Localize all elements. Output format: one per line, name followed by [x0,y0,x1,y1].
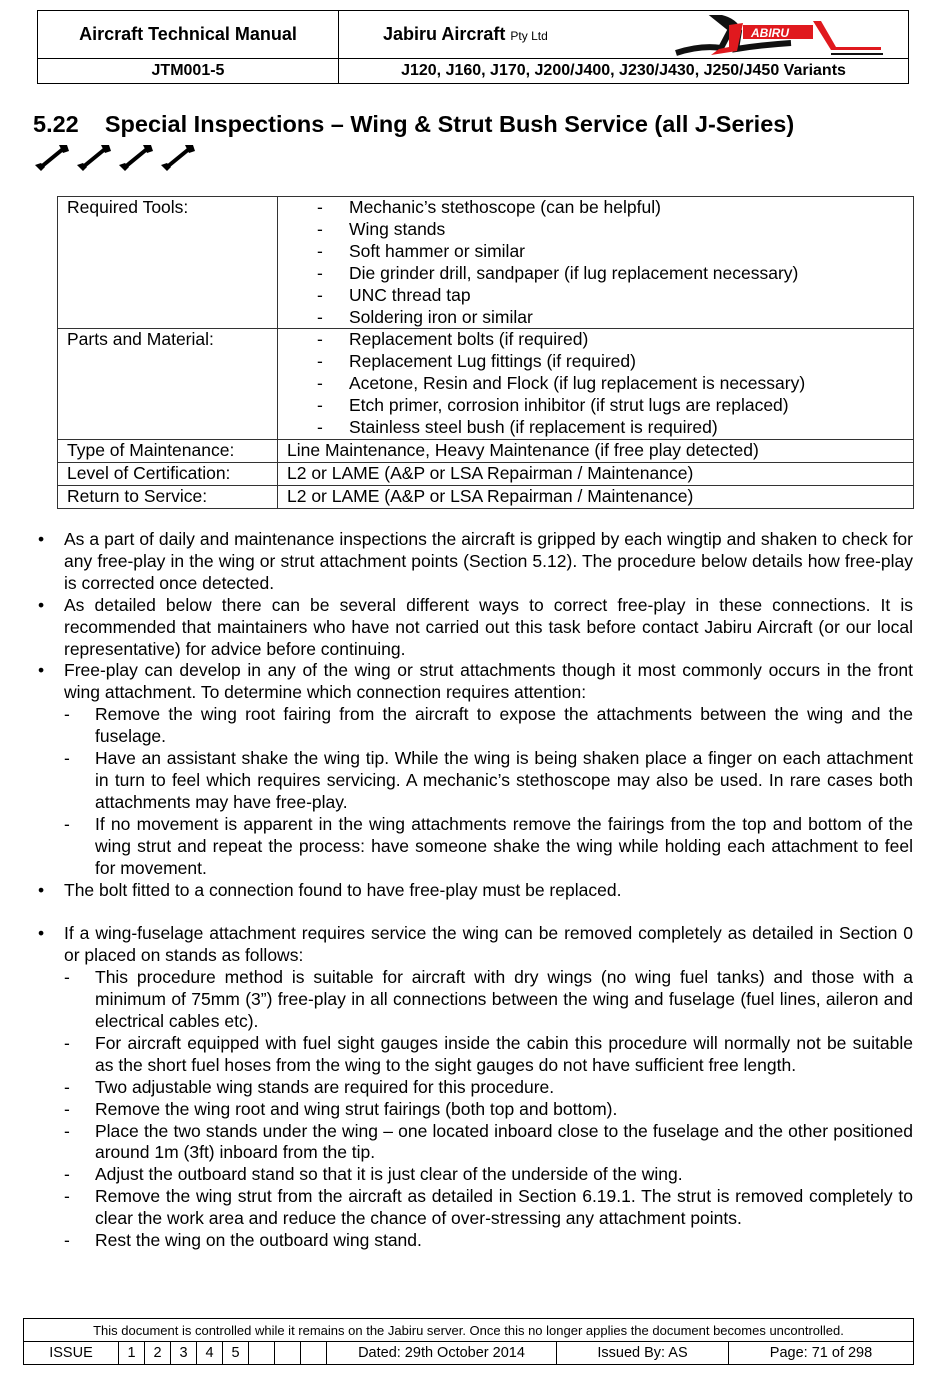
issue-number: 1 [119,1342,145,1365]
wrench-icon [33,143,73,173]
requirement-item: - Soldering iron or similar [317,307,913,329]
document-header [37,10,909,84]
issue-number [301,1342,327,1365]
bullet-item [38,923,913,1252]
requirement-row [58,439,914,462]
sub-item [64,1164,913,1186]
procedure-body [38,529,913,1252]
sub-text: Remove the wing root and wing strut fairings (both top and bottom). [95,1098,618,1119]
dash-icon: - [64,704,70,725]
bullet-text: If a wing-fuselage attachment requires service the wing can be removed completely as detailed in Section 0 or placed on stands as follows: [64,923,913,966]
requirement-row [58,197,914,329]
bullet-text: Free-play can develop in any of the wing or strut attachments though it most commonly occurs in the front wing attachment. To determine which connection requires attention: [64,660,913,703]
bullet-icon: • [38,923,45,944]
requirement-label: Required Tools: [58,197,278,329]
dash-icon: - [64,748,70,769]
sub-item [64,748,913,814]
page-number: Page: 71 of 298 [729,1342,914,1365]
requirement-item: - Acetone, Resin and Flock (if lug replacement is necessary) [317,373,913,395]
variants: J120, J160, J170, J200/J400, J230/J430, J250/J450 Variants [339,59,909,84]
sub-item [64,814,913,880]
requirement-value: L2 or LAME (A&P or LSA Repairman / Maintenance) [278,485,914,508]
requirement-label: Type of Maintenance: [58,439,278,462]
company-suffix: Pty Ltd [510,29,548,43]
dash-icon: - [64,1098,70,1119]
sub-item [64,1077,913,1099]
company-name: Jabiru Aircraft [383,24,506,44]
dash-icon: - [64,813,70,834]
requirement-label: Level of Certification: [58,462,278,485]
requirement-row [58,485,914,508]
bullet-text: As detailed below there can be several different ways to correct free-play in these connections. It is recommended that maintainers who have not carried out this task before contact Jabiru Aircraft (or our local representative) for advice before continuing. [64,594,913,659]
issue-date: Dated: 29th October 2014 [327,1342,557,1365]
dash-icon: - [64,1032,70,1053]
sub-item [64,704,913,748]
issue-number [275,1342,301,1365]
sub-item [64,1230,913,1252]
bullet-text: The bolt fitted to a connection found to have free-play must be replaced. [64,879,622,900]
sub-item [64,1121,913,1165]
issue-number: 2 [145,1342,171,1365]
sub-item [64,1099,913,1121]
requirement-item: - Stainless steel bush (if replacement is required) [317,417,913,439]
svg-text:ABIRU: ABIRU [751,26,789,40]
requirement-item: - Replacement Lug fittings (if required) [317,351,913,373]
dash-icon: - [64,967,70,988]
difficulty-rating [33,143,199,173]
issue-label: ISSUE [24,1342,119,1365]
requirement-item: - Die grinder drill, sandpaper (if lug replacement necessary) [317,263,913,285]
sub-text: Have an assistant shake the wing tip. While the wing is being shaken place a finger on each attachment in turn to feel which requires servicing. A mechanic’s stethoscope may also be used. In rare cases both attachments may have free-play. [95,748,913,812]
sub-text: This procedure method is suitable for aircraft with dry wings (no wing fuel tanks) and those with a minimum of 75mm (3”) free-play in all connections between the wing and fuselage (fuel lines, aileron and electrical cables etc). [95,967,913,1032]
bullet-item [38,880,913,902]
sub-text: Remove the wing strut from the aircraft as detailed in Section 6.19.1. The strut is removed completely to clear the work area and reduce the chance of over-stressing any attachment points. [95,1186,913,1229]
jabiru-logo-icon [671,15,886,57]
requirement-list [287,329,913,439]
bullet-item [38,595,913,661]
sub-item [64,1033,913,1077]
document-footer [23,1318,914,1365]
issue-number: 4 [197,1342,223,1365]
sub-text: Two adjustable wing stands are required for this procedure. [95,1076,555,1097]
requirement-value [278,197,914,329]
sub-item [64,967,913,1033]
manual-title: Aircraft Technical Manual [38,11,339,59]
issue-number: 5 [223,1342,249,1365]
sub-text: Remove the wing root fairing from the aircraft to expose the attachments between the wing and the fuselage. [95,704,913,747]
bullet-item [38,660,913,879]
company-cell [339,11,909,59]
section-title: 5.22 Special Inspections – Wing & Strut Bush Service (all J-Series) [33,111,795,137]
bullet-icon: • [38,660,45,681]
sub-text: For aircraft equipped with fuel sight gauges inside the cabin this procedure will normally not be suitable as the short fuel hoses from the wing to the sight gauges do not have sufficient free length. [95,1032,913,1075]
sub-text: Adjust the outboard stand so that it is just clear of the underside of the wing. [95,1164,683,1185]
wrench-icon [75,143,115,173]
dash-icon: - [64,1076,70,1097]
sub-text: Rest the wing on the outboard wing stand. [95,1230,422,1251]
sub-text: Place the two stands under the wing – one located inboard close to the fuselage and the other positioned around 1m (3ft) inboard from the tip. [95,1120,913,1163]
bullet-text: As a part of daily and maintenance inspections the aircraft is gripped by each wingtip and shaken to check for any free-play in the wing or strut attachment points (Section 5.12). The procedure below details how free-play is corrected once detected. [64,529,913,593]
requirement-item: - UNC thread tap [317,285,913,307]
requirement-value: L2 or LAME (A&P or LSA Repairman / Maintenance) [278,462,914,485]
requirement-item: - Wing stands [317,219,913,241]
requirement-item: - Replacement bolts (if required) [317,329,913,351]
requirement-row [58,329,914,440]
control-note: This document is controlled while it remains on the Jabiru server. Once this no longer applies the document becomes uncontrolled. [24,1319,914,1342]
dash-icon: - [64,1164,70,1185]
dash-icon: - [64,1230,70,1251]
issue-number [249,1342,275,1365]
bullet-icon: • [38,594,45,615]
requirement-value [278,329,914,440]
dash-icon: - [64,1120,70,1141]
sub-item [64,1186,913,1230]
requirement-item: - Soft hammer or similar [317,241,913,263]
requirement-label: Parts and Material: [58,329,278,440]
doc-id: JTM001-5 [38,59,339,84]
wrench-icon [159,143,199,173]
requirement-row [58,462,914,485]
dash-icon: - [64,1186,70,1207]
requirements-table [57,196,914,509]
wrench-icon [117,143,157,173]
sub-text: If no movement is apparent in the wing attachments remove the fairings from the top and bottom of the wing strut and repeat the process: have someone shake the wing while holding each attachment to feel for movement. [95,813,913,878]
bullet-item [38,529,913,595]
issue-number: 3 [171,1342,197,1365]
bullet-icon: • [38,879,45,900]
requirement-label: Return to Service: [58,485,278,508]
issued-by: Issued By: AS [557,1342,729,1365]
bullet-icon: • [38,529,45,549]
spacer [38,901,913,923]
requirement-list [287,197,913,328]
requirement-item: - Mechanic’s stethoscope (can be helpful) [317,197,913,219]
requirement-value: Line Maintenance, Heavy Maintenance (if free play detected) [278,439,914,462]
requirement-item: - Etch primer, corrosion inhibitor (if strut lugs are replaced) [317,395,913,417]
